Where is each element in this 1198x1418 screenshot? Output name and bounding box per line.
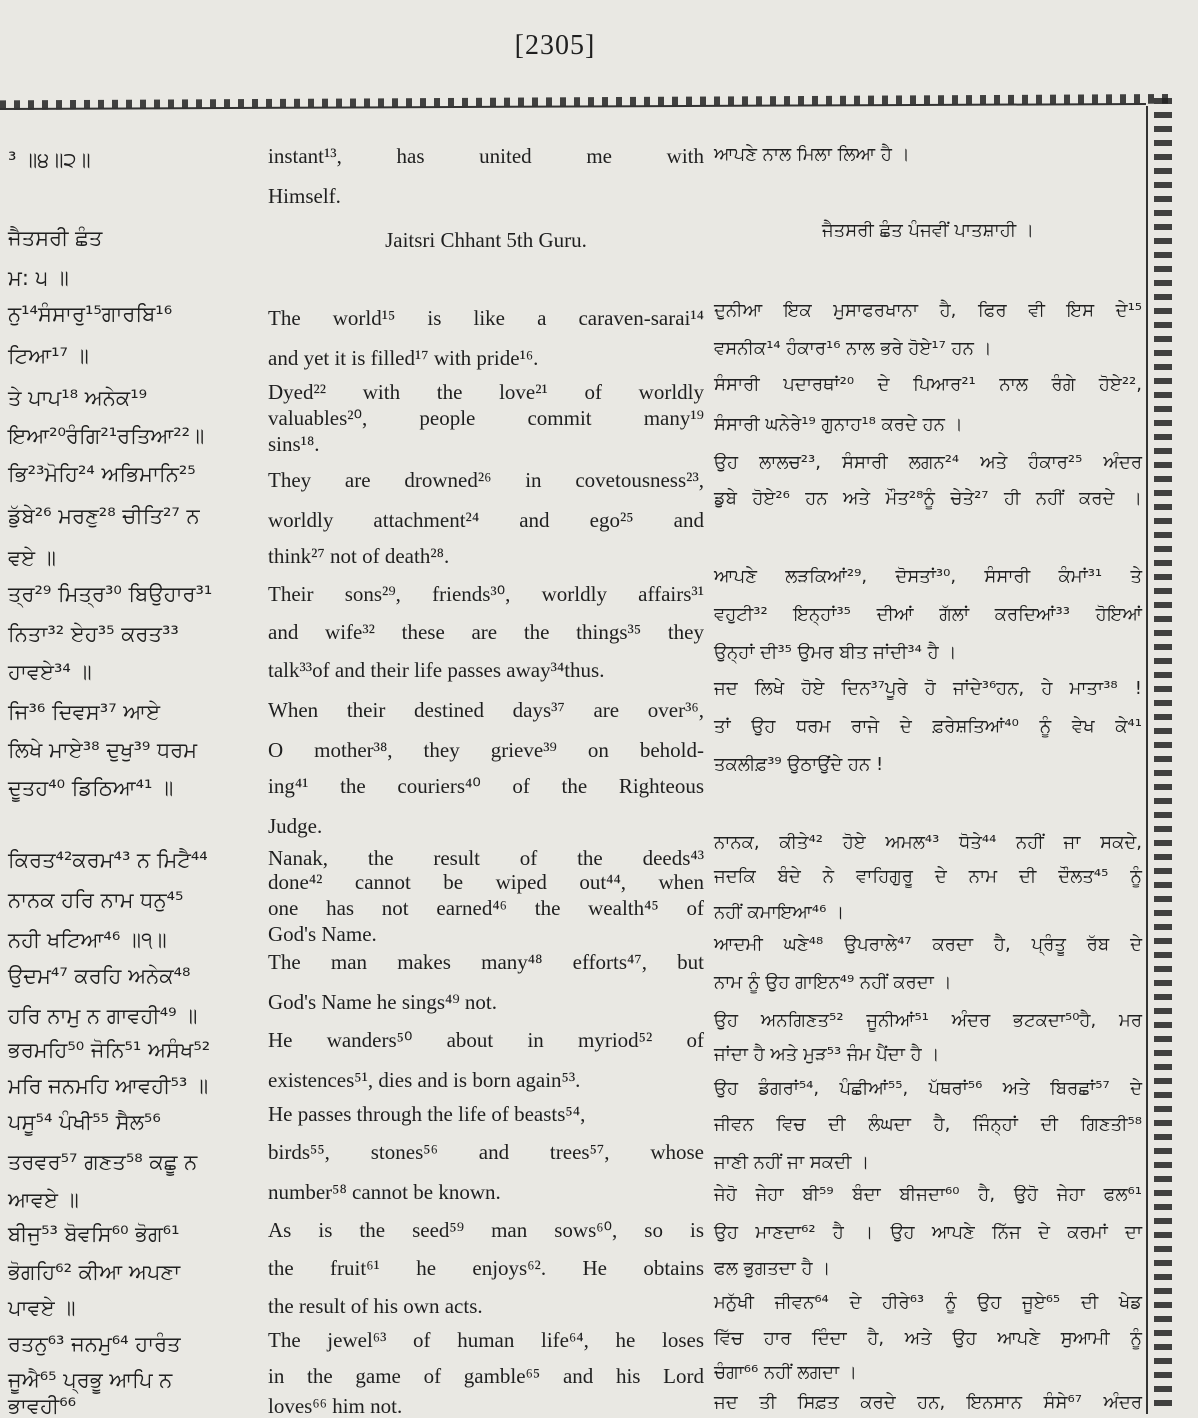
gurmukhi-verse-line: ਭਿ²³ਮੋਹਿ²⁴ ਅਭਿਮਾਨਿ²⁵ (8, 462, 196, 486)
gurmukhi-verse-line: ਟਿਆ¹⁷ ॥ (8, 344, 89, 368)
english-translation-line: instant¹³, has united me with (268, 144, 704, 168)
gurmukhi-verse-line: ਨਿਤਾ³² ਏਹ³⁵ ਕਰਤ³³ (8, 622, 179, 646)
punjabi-commentary-line: ਮਨੁੱਖੀ ਜੀਵਨ⁶⁴ ਦੇ ਹੀਰੇ⁶³ ਨੂੰ ਉਹ ਜੂਏ⁶⁵ ਦੀ ਖੇਡ (714, 1292, 1142, 1313)
english-translation-line: O mother³⁸, they grieve³⁹ on behold- (268, 738, 704, 762)
gurmukhi-verse-line: ਡੁੱਬੇ²⁶ ਮਰਣੁ²⁸ ਚੀਤਿ²⁷ ਨ (8, 504, 200, 528)
punjabi-commentary-line: ਫਲ ਭੁਗਤਦਾ ਹੈ । (714, 1258, 831, 1279)
english-translation-line: one has not earned⁴⁶ the wealth⁴⁵ of (268, 896, 704, 920)
punjabi-commentary-line: ਜੀਵਨ ਵਿਚ ਦੀ ਲੰਘਦਾ ਹੈ, ਜਿੰਨ੍ਹਾਂ ਦੀ ਗਿਣਤੀ⁵⁸ (714, 1114, 1142, 1135)
punjabi-commentary-line: ਆਦਮੀ ਘਣੇ⁴⁸ ਉਪਰਾਲੇ⁴⁷ ਕਰਦਾ ਹੈ, ਪ੍ਰੰਤੂ ਰੱਬ ਦੇ (714, 934, 1142, 955)
border-line-right (1146, 106, 1148, 1414)
english-translation-line: the fruit⁶¹ he enjoys⁶². He obtains (268, 1256, 704, 1280)
gurmukhi-verse-line: ਜੈਤਸਰੀ ਛੰਤ (8, 226, 103, 250)
english-translation-line: He wanders⁵⁰ about in myriod⁵² of (268, 1028, 704, 1052)
english-translation-line: birds⁵⁵, stones⁵⁶ and trees⁵⁷, whose (268, 1140, 704, 1164)
gurmukhi-verse-line: ਵਏ ॥ (8, 546, 56, 570)
english-translation-line: As is the seed⁵⁹ man sows⁶⁰, so is (268, 1218, 704, 1242)
english-translation-line: worldly attachment²⁴ and ego²⁵ and (268, 508, 704, 532)
english-translation-line: talk³³of and their life passes away³⁴thus. (268, 658, 605, 682)
english-translation-line: loves⁶⁶ him not. (268, 1394, 403, 1418)
punjabi-commentary-line: ਨਾਨਕ, ਕੀਤੇ⁴² ਹੋਏ ਅਮਲ⁴³ ਧੋਤੇ⁴⁴ ਨਹੀਂ ਜਾ ਸਕਦੇ, (714, 832, 1142, 853)
gurmukhi-verse-line: ਤੇ ਪਾਪ¹⁸ ਅਨੇਕ¹⁹ (8, 386, 148, 410)
punjabi-commentary-line: ਸੰਸਾਰੀ ਪਦਾਰਥਾਂ²⁰ ਦੇ ਪਿਆਰ²¹ ਨਾਲ ਰੰਗੇ ਹੋਏ²², (714, 374, 1142, 395)
gurmukhi-verse-line: ³ ॥੪॥੨॥ (8, 148, 91, 172)
gurmukhi-verse-line: ਨਾਨਕ ਹਰਿ ਨਾਮ ਧਨੁ⁴⁵ (8, 888, 184, 912)
gurmukhi-verse-line: ਇਆ²⁰ਰੰਗਿ²¹ਰਤਿਆ²²॥ (8, 424, 205, 448)
english-translation-line: Dyed²² with the love²¹ of worldly (268, 380, 704, 404)
english-translation-line: Their sons²⁹, friends³⁰, worldly affairs³¹ (268, 582, 704, 606)
punjabi-commentary-line: ਸੰਸਾਰੀ ਘਨੇਰੇ¹⁹ ਗੁਨਾਹ¹⁸ ਕਰਦੇ ਹਨ । (714, 414, 963, 435)
page-number: [2305] (514, 30, 596, 61)
english-translation-line: Judge. (268, 814, 323, 838)
gurmukhi-verse-line: ਕਿਰਤ⁴²ਕਰਮ⁴³ ਨ ਮਿਟੈ⁴⁴ (8, 848, 208, 872)
english-translation-line: and wife³² these are the things³⁵ they (268, 620, 704, 644)
punjabi-commentary-line: ਜਦਕਿ ਬੰਦੇ ਨੇ ਵਾਹਿਗੁਰੂ ਦੇ ਨਾਮ ਦੀ ਦੌਲਤ⁴⁵ ਨੂੰ (714, 866, 1142, 887)
punjabi-commentary-line: ਜਦ ਤੀ ਸਿਫ਼ਤ ਕਰਦੇ ਹਨ, ਇਨਸਾਨ ਸੰਸੇ⁶⁷ ਅੰਦਰ (714, 1392, 1142, 1413)
english-translation-line: sins¹⁸. (268, 432, 320, 456)
punjabi-commentary-line: ਉਹ ਅਨਗਿਣਤ⁵² ਜੂਨੀਆਂ⁵¹ ਅੰਦਰ ਭਟਕਦਾ⁵⁰ਹੈ, ਮਰ (714, 1010, 1142, 1031)
english-translation-line: Himself. (268, 184, 341, 208)
gurmukhi-verse-line: ਤ੍ਰ²⁹ ਮਿਤ੍ਰ³⁰ ਬਿਉਹਾਰ³¹ (8, 582, 213, 606)
gurmukhi-verse-line: ਹਰਿ ਨਾਮੁ ਨ ਗਾਵਹੀ⁴⁹ ॥ (8, 1004, 198, 1028)
gurmukhi-verse-line: ਭਰਮਹਿ⁵⁰ ਜੋਨਿ⁵¹ ਅਸੰਖ⁵² (8, 1038, 211, 1062)
english-translation-line: and yet it is filled¹⁷ with pride¹⁶. (268, 346, 539, 370)
punjabi-commentary-line: ਉਹ ਡੰਗਰਾਂ⁵⁴, ਪੰਛੀਆਂ⁵⁵, ਪੱਥਰਾਂ⁵⁶ ਅਤੇ ਬਿਰਛਾਂ⁵⁷ ਦੇ (714, 1078, 1142, 1099)
punjabi-commentary-line: ਨਾਮ ਨੂੰ ਉਹ ਗਾਇਨ⁴⁹ ਨਹੀਂ ਕਰਦਾ । (714, 972, 952, 993)
english-translation-line: number⁵⁸ cannot be known. (268, 1180, 501, 1204)
gurmukhi-verse-line: ਜੂਐ⁶⁵ ਪ੍ਰਭੂ ਆਪਿ ਨ (8, 1368, 173, 1392)
gurmukhi-verse-line: ਨੁ¹⁴ਸੰਸਾਰੁ¹⁵ਗਾਰਬਿ¹⁶ (8, 302, 173, 326)
gurmukhi-verse-line: ਤਰਵਰ⁵⁷ ਗਣਤ⁵⁸ ਕਛੂ ਨ (8, 1150, 198, 1174)
punjabi-commentary-line: ਨਹੀਂ ਕਮਾਇਆ⁴⁶ । (714, 902, 845, 923)
english-translation-line: the result of his own acts. (268, 1294, 483, 1318)
gurmukhi-verse-line: ਦੂਤਹ⁴⁰ ਡਿਠਿਆ⁴¹ ॥ (8, 776, 174, 800)
gurmukhi-verse-line: ਭਾਵਹੀ⁶⁶ (8, 1394, 77, 1418)
gurmukhi-verse-line: ਮਰਿ ਜਨਮਹਿ ਆਵਹੀ⁵³ ॥ (8, 1074, 209, 1098)
punjabi-commentary-line: ਡੁਬੇ ਹੋਏ²⁶ ਹਨ ਅਤੇ ਮੌਤ²⁸ਨੂੰ ਚੇਤੇ²⁷ ਹੀ ਨਹੀਂ ਕਰਦੇ । (714, 488, 1142, 509)
ornamental-border-right (1154, 98, 1172, 1414)
english-translation-line: think²⁷ not of death²⁸. (268, 544, 450, 568)
english-translation-line: When their destined days³⁷ are over³⁶, (268, 698, 704, 722)
gurmukhi-verse-line: ਲਿਖੇ ਮਾਏ³⁸ ਦੁਖੁ³⁹ ਧਰਮ (8, 738, 198, 762)
gurmukhi-verse-line: ਮ: ੫ ॥ (8, 266, 69, 290)
punjabi-commentary-line: ਤਕਲੀਫ਼³⁹ ਉਠਾਉਂਦੇ ਹਨ ! (714, 754, 884, 775)
gurmukhi-verse-line: ਉਦਮ⁴⁷ ਕਰਹਿ ਅਨੇਕ⁴⁸ (8, 964, 191, 988)
english-translation-line: existences⁵¹, dies and is born again⁵³. (268, 1068, 581, 1092)
punjabi-commentary-line: ਜੇਹੋ ਜੇਹਾ ਬੀ⁵⁹ ਬੰਦਾ ਬੀਜਦਾ⁶⁰ ਹੈ, ਉਹੋ ਜੇਹਾ ਫਲ⁶¹ (714, 1184, 1142, 1205)
english-translation-line: in the game of gamble⁶⁵ and his Lord (268, 1364, 704, 1388)
english-translation-line: The man makes many⁴⁸ efforts⁴⁷, but (268, 950, 704, 974)
punjabi-commentary-line: ਦੁਨੀਆ ਇਕ ਮੁਸਾਫਰਖਾਨਾ ਹੈ, ਫਿਰ ਵੀ ਇਸ ਦੇ¹⁵ (714, 300, 1142, 321)
gurmukhi-verse-line: ਆਵਏ ॥ (8, 1188, 79, 1212)
english-translation-line: valuables²⁰, people commit many¹⁹ (268, 406, 704, 430)
punjabi-commentary-line: ਚੰਗਾ⁶⁶ ਨਹੀਂ ਲਗਦਾ । (714, 1362, 858, 1383)
english-translation-line: God's Name. (268, 922, 377, 946)
gurmukhi-verse-line: ਪਸੂ⁵⁴ ਪੰਖੀ⁵⁵ ਸੈਲ⁵⁶ (8, 1110, 161, 1134)
punjabi-commentary-line: ਵਸਨੀਕ¹⁴ ਹੰਕਾਰ¹⁶ ਨਾਲ ਭਰੇ ਹੋਏ¹⁷ ਹਨ । (714, 338, 992, 359)
english-translation-line: He passes through the life of beasts⁵⁴, (268, 1102, 586, 1126)
punjabi-commentary-line: ਆਪਣੇ ਨਾਲ ਮਿਲਾ ਲਿਆ ਹੈ । (714, 144, 910, 165)
english-translation-line: Nanak, the result of the deeds⁴³ (268, 846, 704, 870)
punjabi-commentary-line: ਵਿੱਚ ਹਾਰ ਦਿੰਦਾ ਹੈ, ਅਤੇ ਉਹ ਆਪਣੇ ਸੁਆਮੀ ਨੂੰ (714, 1328, 1142, 1349)
punjabi-commentary-line: ਉਹ ਮਾਣਦਾ⁶² ਹੈ । ਉਹ ਆਪਣੇ ਨਿੱਜ ਦੇ ਕਰਮਾਂ ਦਾ (714, 1222, 1142, 1243)
gurmukhi-verse-line: ਪਾਵਏ ॥ (8, 1296, 76, 1320)
gurmukhi-verse-line: ਜਿ³⁶ ਦਿਵਸ³⁷ ਆਏ (8, 700, 161, 724)
punjabi-commentary-line: ਉਨ੍ਹਾਂ ਦੀ³⁵ ਉਮਰ ਬੀਤ ਜਾਂਦੀ³⁴ ਹੈ । (714, 642, 957, 663)
punjabi-commentary-line: ਜਾਣੀ ਨਹੀਂ ਜਾ ਸਕਦੀ । (714, 1152, 870, 1173)
english-translation-line: done⁴² cannot be wiped out⁴⁴, when (268, 870, 704, 894)
english-translation-line: God's Name he sings⁴⁹ not. (268, 990, 497, 1014)
english-translation-line: The world¹⁵ is like a caraven-sarai¹⁴ (268, 306, 704, 330)
english-translation-line: Jaitsri Chhant 5th Guru. (385, 228, 587, 252)
gurmukhi-verse-line: ਨਹੀ ਖਟਿਆ⁴⁶ ॥੧॥ (8, 928, 167, 952)
english-translation-line: The jewel⁶³ of human life⁶⁴, he loses (268, 1328, 704, 1352)
gurmukhi-verse-line: ਬੀਜੁ⁵³ ਬੋਵਸਿ⁶⁰ ਭੋਗ⁶¹ (8, 1222, 180, 1246)
punjabi-commentary-line: ਆਪਣੇ ਲੜਕਿਆਂ²⁹, ਦੋਸਤਾਂ³⁰, ਸੰਸਾਰੀ ਕੰਮਾਂ³¹ ਤੇ (714, 566, 1142, 587)
punjabi-commentary-line: ਜਾਂਦਾ ਹੈ ਅਤੇ ਮੁੜ⁵³ ਜੰਮ ਪੈਂਦਾ ਹੈ । (714, 1044, 940, 1065)
gurmukhi-verse-line: ਭੋਗਹਿ⁶² ਕੀਆ ਅਪਣਾ (8, 1260, 181, 1284)
english-translation-line: ing⁴¹ the couriers⁴⁰ of the Righteous (268, 774, 704, 798)
punjabi-commentary-line: ਉਹ ਲਾਲਚ²³, ਸੰਸਾਰੀ ਲਗਨ²⁴ ਅਤੇ ਹੰਕਾਰ²⁵ ਅੰਦਰ (714, 452, 1142, 473)
english-translation-line: They are drowned²⁶ in covetousness²³, (268, 468, 704, 492)
gurmukhi-verse-line: ਹਾਵਏ³⁴ ॥ (8, 660, 92, 684)
punjabi-commentary-line: ਵਹੁਟੀ³² ਇਨ੍ਹਾਂ³⁵ ਦੀਆਂ ਗੱਲਾਂ ਕਰਦਿਆਂ³³ ਹੋਇਆਂ (714, 604, 1142, 625)
gurmukhi-verse-line: ਰਤਨੁ⁶³ ਜਨਮੁ⁶⁴ ਹਾਰੰਤ (8, 1332, 181, 1356)
punjabi-commentary-line: ਜਦ ਲਿਖੇ ਹੋਏ ਦਿਨ³⁷ਪੂਰੇ ਹੋ ਜਾਂਦੇ³⁶ਹਨ, ਹੇ ਮਾਤਾ³⁸ ! (714, 678, 1142, 699)
punjabi-commentary-line: ਤਾਂ ਉਹ ਧਰਮ ਰਾਜੇ ਦੇ ਫ਼ਰੇਸ਼ਤਿਆਂ⁴⁰ ਨੂੰ ਵੇਖ ਕੇ⁴¹ (714, 716, 1142, 737)
punjabi-commentary-line: ਜੈਤਸਰੀ ਛੰਤ ਪੰਜਵੀਂ ਪਾਤਸ਼ਾਹੀ । (821, 220, 1035, 241)
